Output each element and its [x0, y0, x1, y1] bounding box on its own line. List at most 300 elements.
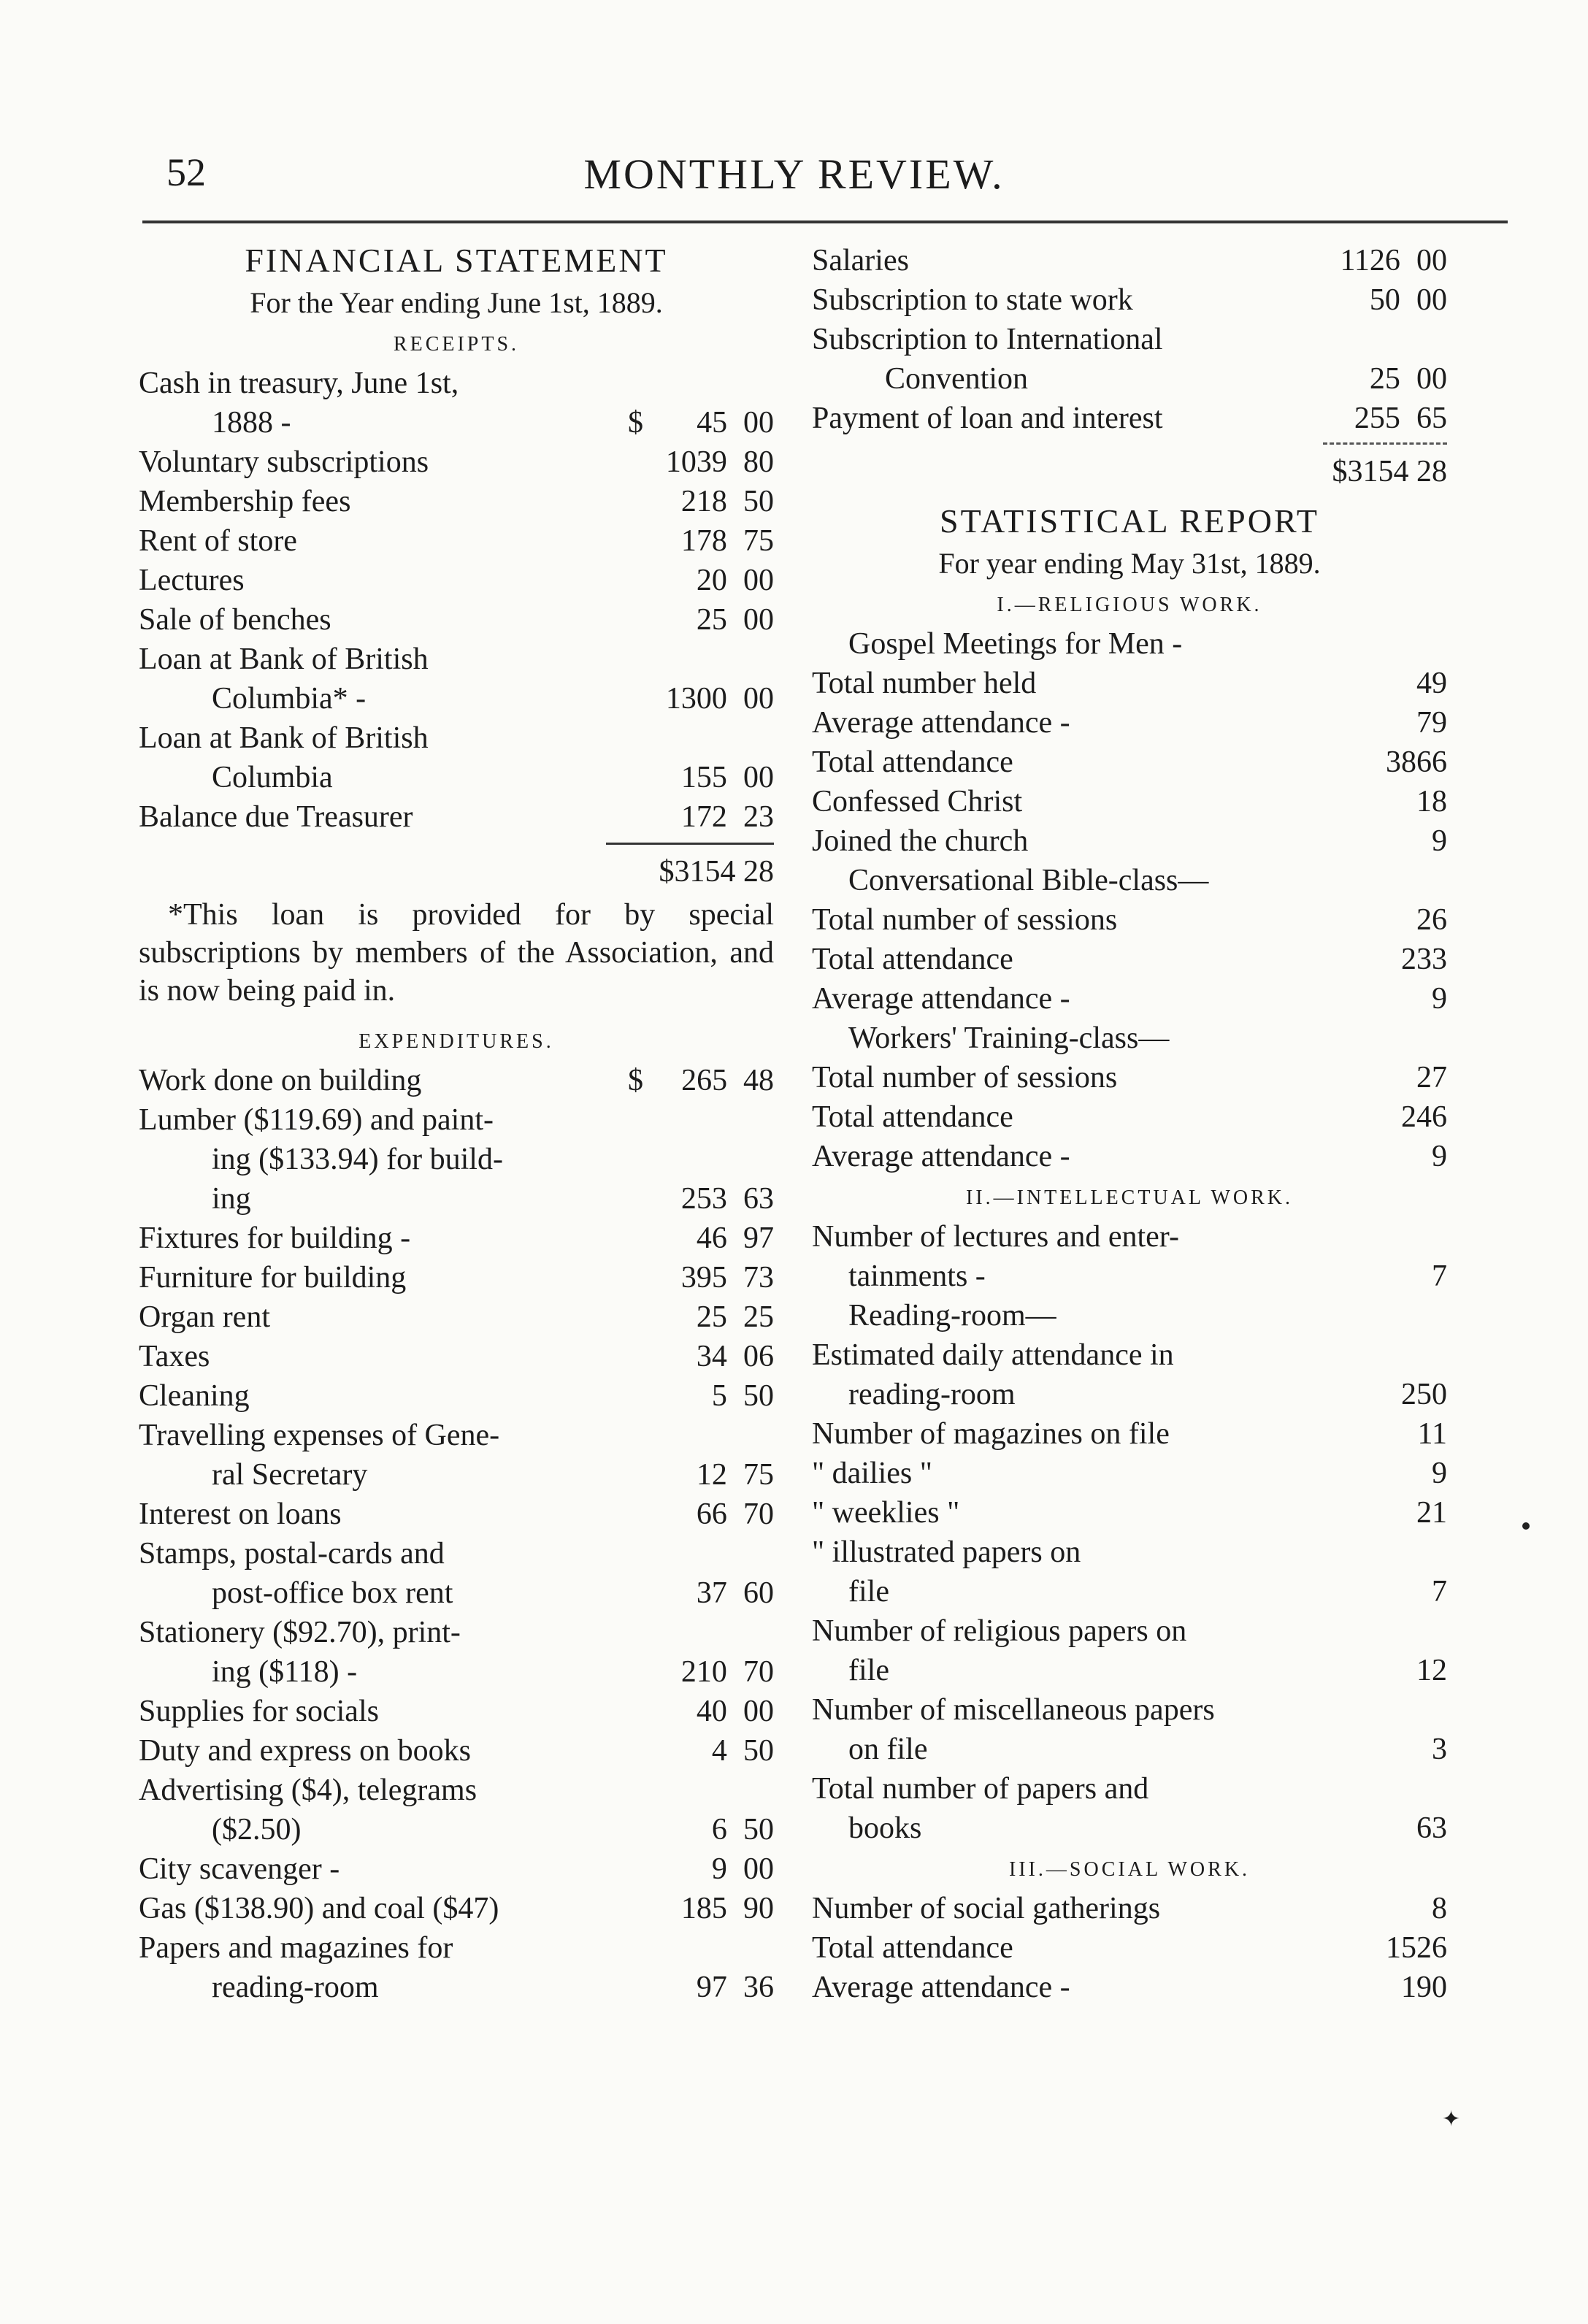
stat-value: 1526 — [1386, 1931, 1447, 1965]
amount-dollars: 34 — [696, 1340, 727, 1373]
receipts-total-row — [139, 852, 774, 891]
right-column — [812, 241, 1447, 2007]
stat-row — [812, 821, 1447, 861]
ledger-amount — [1301, 399, 1447, 438]
workers-list — [812, 1058, 1447, 1176]
stat-row-label — [812, 1769, 1447, 1809]
stat-label: Total attendance — [812, 745, 1013, 779]
ledger-amount — [628, 561, 774, 600]
ledger-row — [139, 1219, 774, 1258]
ledger-label: Loan at Bank of British — [139, 721, 429, 755]
stat-row-label — [812, 1690, 1447, 1730]
stat-row — [812, 1058, 1447, 1097]
dollar-sign — [628, 1297, 642, 1337]
ledger-row — [139, 482, 774, 521]
stat-value: 3 — [1432, 1733, 1447, 1766]
ledger-label: City scavenger - — [139, 1852, 340, 1886]
ledger-label: Stamps, postal-cards and — [139, 1537, 445, 1571]
dollar-sign — [628, 1692, 642, 1731]
amount-cents: 00 — [743, 682, 774, 716]
ledger-label: Salaries — [812, 244, 909, 277]
amount-dollars: 25 — [696, 1300, 727, 1334]
ledger-row — [139, 1889, 774, 1928]
ledger-row — [812, 399, 1447, 438]
amount-dollars: 4 — [711, 1734, 727, 1768]
stat-label: Number of lectures and enter- — [812, 1220, 1179, 1254]
amount-cents: 60 — [743, 1576, 774, 1610]
stat-row-label — [812, 1335, 1447, 1375]
dollar-sign — [628, 482, 642, 521]
ledger-label: ing ($118) - — [212, 1655, 358, 1689]
ledger-label: Membership fees — [139, 485, 351, 518]
header-rule — [142, 220, 1508, 223]
amount-dollars: 1126 — [1340, 244, 1400, 277]
stat-value: 9 — [1432, 1457, 1447, 1490]
ledger-label: Cash in treasury, June 1st, — [139, 367, 459, 400]
ledger-label: Cleaning — [139, 1379, 250, 1413]
stat-value: 233 — [1401, 943, 1447, 976]
amount-cents: 23 — [743, 800, 774, 834]
ledger-amount — [628, 758, 774, 797]
amount-cents: 36 — [743, 1971, 774, 2004]
ledger-row — [139, 1849, 774, 1889]
ledger-amount — [628, 1297, 774, 1337]
stat-value: 246 — [1401, 1100, 1447, 1134]
ledger-row-label — [139, 1416, 774, 1455]
amount-cents: 80 — [743, 445, 774, 479]
amount-dollars: 185 — [680, 1892, 727, 1925]
ledger-amount — [628, 1652, 774, 1692]
dollar-sign — [1301, 359, 1315, 399]
ledger-row — [139, 1061, 774, 1100]
ledger-label: Subscription to International — [812, 323, 1163, 356]
amount-cents: 75 — [743, 524, 774, 558]
amount-cents: 00 — [743, 1852, 774, 1886]
stat-row — [812, 1809, 1447, 1848]
ledger-row — [139, 403, 774, 442]
stat-label: " illustrated papers on — [812, 1535, 1081, 1569]
dollar-sign — [628, 1495, 642, 1534]
ledger-amount — [628, 442, 774, 482]
ledger-amount — [628, 1258, 774, 1297]
religious-heading: I.—RELIGIOUS WORK. — [997, 594, 1262, 616]
statistical-title: STATISTICAL REPORT — [940, 502, 1319, 540]
printer-mark: ✦ — [1442, 2107, 1461, 2131]
ledger-row-label — [139, 1534, 774, 1573]
expenditures-heading: EXPENDITURES. — [358, 1030, 554, 1053]
ledger-row — [139, 1495, 774, 1534]
stat-label: tainments - — [848, 1259, 986, 1293]
receipts-total: $3154 28 — [659, 855, 774, 889]
stat-row — [812, 743, 1447, 782]
stat-label: file — [848, 1575, 889, 1608]
ledger-amount — [628, 1731, 774, 1771]
margin-dot — [1522, 1522, 1530, 1530]
stat-value: 27 — [1416, 1061, 1447, 1094]
stat-label: Total number of sessions — [812, 903, 1118, 937]
stat-row — [812, 1730, 1447, 1769]
ledger-label: Convention — [885, 362, 1028, 396]
ledger-amount — [628, 679, 774, 718]
stat-value: 190 — [1401, 1971, 1447, 2004]
stat-label: Number of social gatherings — [812, 1892, 1161, 1925]
stat-label: Total attendance — [812, 1100, 1013, 1134]
ledger-amount — [628, 1968, 774, 2007]
amount-dollars: 395 — [680, 1261, 727, 1295]
dollar-sign — [628, 442, 642, 482]
dollar-sign — [628, 1810, 642, 1849]
amount-dollars: 1300 — [665, 682, 727, 716]
ledger-row-label — [139, 1928, 774, 1968]
amount-cents: 50 — [743, 1379, 774, 1413]
ledger-row — [139, 1731, 774, 1771]
stat-value: 9 — [1432, 1140, 1447, 1173]
ledger-row — [139, 1573, 774, 1613]
ledger-label: Loan at Bank of British — [139, 643, 429, 676]
ledger-row — [139, 797, 774, 837]
stat-value: 26 — [1416, 903, 1447, 937]
expenditures-total: $3154 28 — [1332, 455, 1447, 488]
amount-dollars: 5 — [711, 1379, 727, 1413]
ledger-row — [139, 1652, 774, 1692]
amount-dollars: 253 — [680, 1182, 727, 1216]
ledger-amount — [628, 1337, 774, 1376]
bible-list — [812, 900, 1447, 1019]
workers-heading: Workers' Training-class— — [848, 1021, 1170, 1055]
stat-row — [812, 1572, 1447, 1611]
dollar-sign — [628, 1376, 642, 1416]
stat-row-label — [812, 1217, 1447, 1257]
ledger-amount — [628, 1495, 774, 1534]
amount-dollars: 172 — [680, 800, 727, 834]
stat-row — [812, 1889, 1447, 1928]
ledger-row — [139, 1337, 774, 1376]
ledger-row — [139, 521, 774, 561]
stat-label: Average attendance - — [812, 1140, 1070, 1173]
ledger-row — [139, 1297, 774, 1337]
amount-dollars: 178 — [680, 524, 727, 558]
ledger-label: Columbia* - — [212, 682, 367, 716]
ledger-amount — [628, 1376, 774, 1416]
page-number: 52 — [166, 150, 206, 194]
ledger-amount — [628, 1573, 774, 1613]
dollar-sign — [628, 521, 642, 561]
ledger-label: ing — [212, 1182, 251, 1216]
amount-dollars: 265 — [681, 1064, 728, 1097]
dollar-sign — [628, 1179, 642, 1219]
ledger-amount — [1301, 241, 1447, 280]
stat-label: on file — [848, 1733, 928, 1766]
amount-cents: 70 — [743, 1497, 774, 1531]
amount-dollars: 155 — [680, 761, 727, 794]
stat-label: Average attendance - — [812, 982, 1070, 1016]
stat-label: Total attendance — [812, 943, 1013, 976]
amount-dollars: 9 — [711, 1852, 727, 1886]
amount-cents: 50 — [743, 1734, 774, 1768]
ledger-amount — [628, 797, 774, 837]
stat-value: 9 — [1432, 824, 1447, 858]
ledger-amount — [628, 1179, 774, 1219]
expenditures-list-left — [139, 1061, 774, 2007]
amount-cents: 00 — [1416, 362, 1447, 396]
ledger-label: Organ rent — [139, 1300, 270, 1334]
stat-row — [812, 782, 1447, 821]
dollar-sign — [628, 600, 642, 640]
amount-cents: 50 — [743, 485, 774, 518]
ledger-label-cont: ing ($133.94) for build- — [212, 1143, 503, 1176]
dollar-sign — [628, 1219, 642, 1258]
ledger-amount — [1301, 280, 1447, 320]
ledger-label: Taxes — [139, 1340, 210, 1373]
ledger-label: Stationery ($92.70), print- — [139, 1616, 461, 1649]
dollar-sign — [628, 1968, 642, 2007]
amount-dollars: 20 — [696, 564, 727, 597]
stat-label: Total attendance — [812, 1931, 1013, 1965]
ledger-amount — [628, 600, 774, 640]
expenditures-sum-rule — [1323, 442, 1447, 452]
stat-label: file — [848, 1654, 889, 1687]
stat-row-label — [812, 1533, 1447, 1572]
stat-label: Total number of sessions — [812, 1061, 1118, 1094]
ledger-amount — [1301, 359, 1447, 399]
stat-row — [812, 1651, 1447, 1690]
ledger-row — [812, 280, 1447, 320]
stat-label: Number of magazines on file — [812, 1417, 1170, 1451]
stat-label: Confessed Christ — [812, 785, 1023, 818]
stat-value: 49 — [1416, 667, 1447, 700]
dollar-sign — [628, 1889, 642, 1928]
gospel-list — [812, 664, 1447, 861]
ledger-label: Papers and magazines for — [139, 1931, 453, 1965]
ledger-row — [139, 561, 774, 600]
ledger-label: Columbia — [212, 761, 333, 794]
ledger-row — [812, 241, 1447, 280]
amount-cents: 65 — [1416, 402, 1447, 435]
amount-cents: 50 — [743, 1813, 774, 1846]
stat-label: Estimated daily attendance in — [812, 1338, 1174, 1372]
social-list — [812, 1889, 1447, 2007]
dollar-sign: $ — [628, 1064, 643, 1097]
ledger-row — [139, 600, 774, 640]
amount-dollars: 6 — [711, 1813, 727, 1846]
dollar-sign — [628, 1573, 642, 1613]
dollar-sign — [628, 758, 642, 797]
ledger-label: Lectures — [139, 564, 245, 597]
amount-dollars: 255 — [1354, 402, 1400, 435]
ledger-row — [139, 679, 774, 718]
financial-title: FINANCIAL STATEMENT — [245, 242, 668, 279]
ledger-amount — [628, 482, 774, 521]
stat-row — [812, 940, 1447, 979]
stat-value: 63 — [1416, 1811, 1447, 1845]
ledger-label: ral Secretary — [212, 1458, 368, 1492]
loan-footnote: *This loan is provided for by special subscriptions by members of the Association, and is now being paid in. — [139, 898, 774, 1008]
amount-cents: 25 — [743, 1300, 774, 1334]
stat-row — [812, 1097, 1447, 1137]
stat-row — [812, 664, 1447, 703]
ledger-row — [812, 359, 1447, 399]
ledger-label: Fixtures for building - — [139, 1222, 411, 1255]
page-header — [0, 150, 1588, 208]
stat-value: 11 — [1417, 1417, 1447, 1451]
ledger-label: Payment of loan and interest — [812, 402, 1163, 435]
amount-dollars: 25 — [696, 603, 727, 637]
amount-cents: 00 — [743, 761, 774, 794]
ledger-row — [139, 442, 774, 482]
amount-cents: 00 — [1416, 244, 1447, 277]
social-heading: III.—SOCIAL WORK. — [1008, 1858, 1251, 1881]
stat-label: Average attendance - — [812, 1971, 1070, 2004]
stat-label: Total number held — [812, 667, 1037, 700]
dollar-sign — [628, 1731, 642, 1771]
ledger-amount — [628, 403, 774, 442]
ledger-row — [139, 1810, 774, 1849]
amount-dollars: 46 — [696, 1222, 727, 1255]
ledger-label: ($2.50) — [212, 1813, 302, 1846]
stat-label: books — [848, 1811, 922, 1845]
stat-label: Number of religious papers on — [812, 1614, 1187, 1648]
ledger-label: Gas ($138.90) and coal ($47) — [139, 1892, 499, 1925]
stat-value: 79 — [1416, 706, 1447, 740]
ledger-row-cont — [139, 1140, 774, 1179]
ledger-label: Lumber ($119.69) and paint- — [139, 1103, 494, 1137]
amount-dollars: 12 — [696, 1458, 727, 1492]
stat-row — [812, 1257, 1447, 1296]
dollar-sign — [628, 1258, 642, 1297]
dollar-sign — [628, 1849, 642, 1889]
stat-row — [812, 1968, 1447, 2007]
stat-row — [812, 1137, 1447, 1176]
ledger-row-label — [139, 1771, 774, 1810]
ledger-label: Supplies for socials — [139, 1695, 379, 1728]
dollar-sign — [628, 797, 642, 837]
amount-dollars: 40 — [696, 1695, 727, 1728]
ledger-amount — [628, 1455, 774, 1495]
expenditures-list-right — [812, 241, 1447, 438]
amount-dollars: 37 — [696, 1576, 727, 1610]
stat-value: 9 — [1432, 982, 1447, 1016]
stat-row — [812, 1414, 1447, 1454]
amount-cents: 63 — [743, 1182, 774, 1216]
reading-heading: Reading-room— — [848, 1299, 1056, 1332]
stat-label: Joined the church — [812, 824, 1029, 858]
stat-value: 250 — [1401, 1378, 1447, 1411]
gospel-heading: Gospel Meetings for Men - — [848, 627, 1183, 661]
ledger-row — [139, 1692, 774, 1731]
stat-row — [812, 900, 1447, 940]
stat-row — [812, 703, 1447, 743]
amount-dollars: 97 — [696, 1971, 727, 2004]
ledger-row-label — [139, 1100, 774, 1140]
stat-row — [812, 979, 1447, 1019]
dollar-sign — [628, 1652, 642, 1692]
stat-row-label — [812, 1611, 1447, 1651]
dollar-sign — [1301, 241, 1315, 280]
amount-dollars: 50 — [1369, 283, 1400, 317]
ledger-amount — [628, 1810, 774, 1849]
dollar-sign — [1301, 280, 1315, 320]
stat-value: 3866 — [1386, 745, 1447, 779]
dollar-sign: $ — [628, 406, 643, 440]
expenditures-total-row — [812, 452, 1447, 491]
amount-dollars: 66 — [696, 1497, 727, 1531]
stat-row — [812, 1493, 1447, 1533]
ledger-label: post-office box rent — [212, 1576, 453, 1610]
stat-value: 21 — [1416, 1496, 1447, 1530]
dollar-sign — [628, 1337, 642, 1376]
ledger-label: Rent of store — [139, 524, 297, 558]
amount-dollars: 1039 — [665, 445, 727, 479]
amount-cents: 97 — [743, 1222, 774, 1255]
amount-dollars: 45 — [697, 406, 728, 440]
ledger-row — [139, 1455, 774, 1495]
amount-dollars: 25 — [1369, 362, 1400, 396]
stat-label: " dailies " — [812, 1457, 932, 1490]
intellectual-heading: II.—INTELLECTUAL WORK. — [965, 1186, 1294, 1209]
dollar-sign — [628, 561, 642, 600]
stat-label: Number of miscellaneous papers — [812, 1693, 1215, 1727]
ledger-label: Duty and express on books — [139, 1734, 471, 1768]
ledger-amount — [628, 1219, 774, 1258]
ledger-row-label — [139, 718, 774, 758]
ledger-row — [139, 1968, 774, 2007]
ledger-label: reading-room — [212, 1971, 379, 2004]
lectures-list — [812, 1217, 1447, 1296]
stat-label: Total number of papers and — [812, 1772, 1149, 1806]
ledger-row-label — [139, 1613, 774, 1652]
ledger-label: Subscription to state work — [812, 283, 1133, 317]
amount-cents: 06 — [743, 1340, 774, 1373]
stat-value: 18 — [1416, 785, 1447, 818]
stat-row — [812, 1375, 1447, 1414]
ledger-amount — [628, 1061, 774, 1100]
financial-subtitle: For the Year ending June 1st, 1889. — [250, 286, 663, 319]
amount-cents: 70 — [743, 1655, 774, 1689]
amount-cents: 00 — [1416, 283, 1447, 317]
amount-cents: 00 — [743, 564, 774, 597]
stat-label: reading-room — [848, 1378, 1016, 1411]
ledger-amount — [628, 1692, 774, 1731]
ledger-amount — [628, 1889, 774, 1928]
amount-cents: 00 — [743, 1695, 774, 1728]
left-column — [139, 241, 774, 2007]
ledger-row — [139, 1258, 774, 1297]
stat-row — [812, 1454, 1447, 1493]
stat-row — [812, 1928, 1447, 1968]
ledger-label: Furniture for building — [139, 1261, 407, 1295]
amount-dollars: 210 — [680, 1655, 727, 1689]
amount-cents: 48 — [743, 1064, 774, 1097]
ledger-amount — [628, 521, 774, 561]
ledger-label: Voluntary subscriptions — [139, 445, 429, 479]
ledger-row-label — [139, 364, 774, 403]
amount-cents: 90 — [743, 1892, 774, 1925]
reading-list — [812, 1335, 1447, 1848]
ledger-row-label — [139, 640, 774, 679]
bible-heading: Conversational Bible-class— — [848, 864, 1209, 897]
amount-cents: 00 — [743, 406, 774, 440]
dollar-sign — [1301, 399, 1315, 438]
dollar-sign — [628, 1455, 642, 1495]
amount-cents: 00 — [743, 603, 774, 637]
ledger-label: Travelling expenses of Gene- — [139, 1419, 500, 1452]
running-title: MONTHLY REVIEW. — [583, 150, 1005, 198]
receipts-sum-rule — [606, 843, 774, 852]
stat-value: 7 — [1432, 1575, 1447, 1608]
stat-label: Average attendance - — [812, 706, 1070, 740]
dollar-sign — [628, 679, 642, 718]
ledger-row-label — [812, 320, 1447, 359]
